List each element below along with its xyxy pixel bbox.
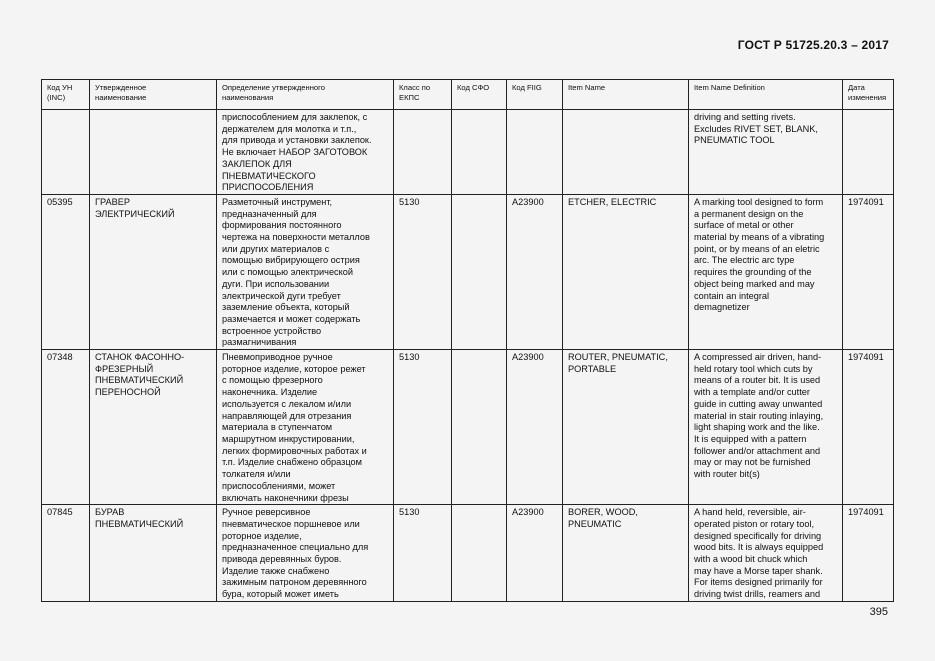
cell-inc: 07348 [42, 350, 90, 505]
cell-fiig-code [507, 110, 563, 195]
column-header-sfo-code: Код СФО [452, 80, 507, 110]
cell-sfo-code [452, 110, 507, 195]
cell-item-name [563, 110, 689, 195]
cell-inc: 05395 [42, 194, 90, 349]
column-header-fiig-code: Код FIIG [507, 80, 563, 110]
cell-sfo-code [452, 194, 507, 349]
cell-ekps-class [394, 110, 452, 195]
column-header-item-name-definition: Item Name Definition [689, 80, 843, 110]
table-row [42, 505, 894, 602]
cell-item-name: BORER, WOOD, PNEUMATIC [563, 505, 689, 602]
document-standard-header: ГОСТ Р 51725.20.3 – 2017 [737, 38, 889, 52]
cell-change-date [843, 110, 894, 195]
cell-item-name-definition: A marking tool designed to form a permanent design on the surface of metal or other material by means of a vibrating point, or by means of an eletric arc. The electric arc type requires the grounding of the object being marked and may contain an integral demagnetizer [689, 194, 843, 349]
cell-item-name: ETCHER, ELECTRIC [563, 194, 689, 349]
cell-change-date: 1974091 [843, 350, 894, 505]
cell-item-name-definition: driving and setting rivets. Excludes RIVET SET, BLANK, PNEUMATIC TOOL [689, 110, 843, 195]
column-header-inc: Код УН (INC) [42, 80, 90, 110]
cell-approved-name: БУРАВ ПНЕВМАТИЧЕСКИЙ [90, 505, 217, 602]
cell-ekps-class: 5130 [394, 505, 452, 602]
table-row [42, 110, 894, 195]
column-header-ekps-class: Класс по ЕКПС [394, 80, 452, 110]
column-header-approved-name: Утвержденное наименование [90, 80, 217, 110]
cell-inc [42, 110, 90, 195]
cell-item-name-definition: A hand held, reversible, air- operated piston or rotary tool, designed specifically for driving wood bits. It is always equipped with a wood bit chuck which may have a Morse taper shank. For items designed primarily for driving twist drills, reamers and [689, 505, 843, 602]
cell-change-date: 1974091 [843, 505, 894, 602]
cell-name-definition: Пневмоприводное ручное роторное изделие, которое режет с помощью фрезерного наконечника. Изделие используется с лекалом и/или направляющей для отрезания материала в ступенчатом маршрутном инкрустировании, легких формировочных работах и т.п. Изделие снабжено образцом толкателя и/или приспособлениями, может включать наконечники фрезы [217, 350, 394, 505]
cell-approved-name: СТАНОК ФАСОННО- ФРЕЗЕРНЫЙ ПНЕВМАТИЧЕСКИЙ ПЕРЕНОСНОЙ [90, 350, 217, 505]
cell-fiig-code: A23900 [507, 194, 563, 349]
cell-name-definition: Разметочный инструмент, предназначенный для формирования постоянного чертежа на поверхности металлов или других материалов с помощью вибрирующего острия или с помощью электрической дуги. При использовании электрической дуги требует заземление объекта, который размечается и может содержать встроенное устройство размагничивания [217, 194, 394, 349]
cell-approved-name: ГРАВЕР ЭЛЕКТРИЧЕСКИЙ [90, 194, 217, 349]
table-header-row [42, 80, 894, 110]
cell-name-definition: приспособлением для заклепок, с держателем для молотка и т.п., для привода и установки заклепок. Не включает НАБОР ЗАГОТОВОК ЗАКЛЕПОК ДЛЯ ПНЕВМАТИЧЕСКОГО ПРИСПОСОБЛЕНИЯ [217, 110, 394, 195]
cell-item-name-definition: A compressed air driven, hand- held rotary tool which cuts by means of a router bit. It is used with a template and/or cutter guide in cutting away unwanted material in stair routing inlaying, light shaping work and the like. It is equipped with a pattern follower and/or attachment and may or may not be furnished with router bit(s) [689, 350, 843, 505]
cell-name-definition: Ручное реверсивное пневматическое поршневое или роторное изделие, предназначенное специально для привода деревянных буров. Изделие также снабжено зажимным патроном деревянного бура, который может иметь [217, 505, 394, 602]
page-number: 395 [869, 606, 888, 618]
cell-approved-name [90, 110, 217, 195]
cell-inc: 07845 [42, 505, 90, 602]
cell-ekps-class: 5130 [394, 194, 452, 349]
table-row [42, 350, 894, 505]
classification-table [41, 79, 894, 602]
cell-fiig-code: A23900 [507, 505, 563, 602]
cell-change-date: 1974091 [843, 194, 894, 349]
cell-item-name: ROUTER, PNEUMATIC, PORTABLE [563, 350, 689, 505]
cell-sfo-code [452, 505, 507, 602]
cell-fiig-code: A23900 [507, 350, 563, 505]
cell-ekps-class: 5130 [394, 350, 452, 505]
column-header-name-definition: Определение утвержденного наименования [217, 80, 394, 110]
column-header-change-date: Дата изменения [843, 80, 894, 110]
cell-sfo-code [452, 350, 507, 505]
table-row [42, 194, 894, 349]
column-header-item-name: Item Name [563, 80, 689, 110]
